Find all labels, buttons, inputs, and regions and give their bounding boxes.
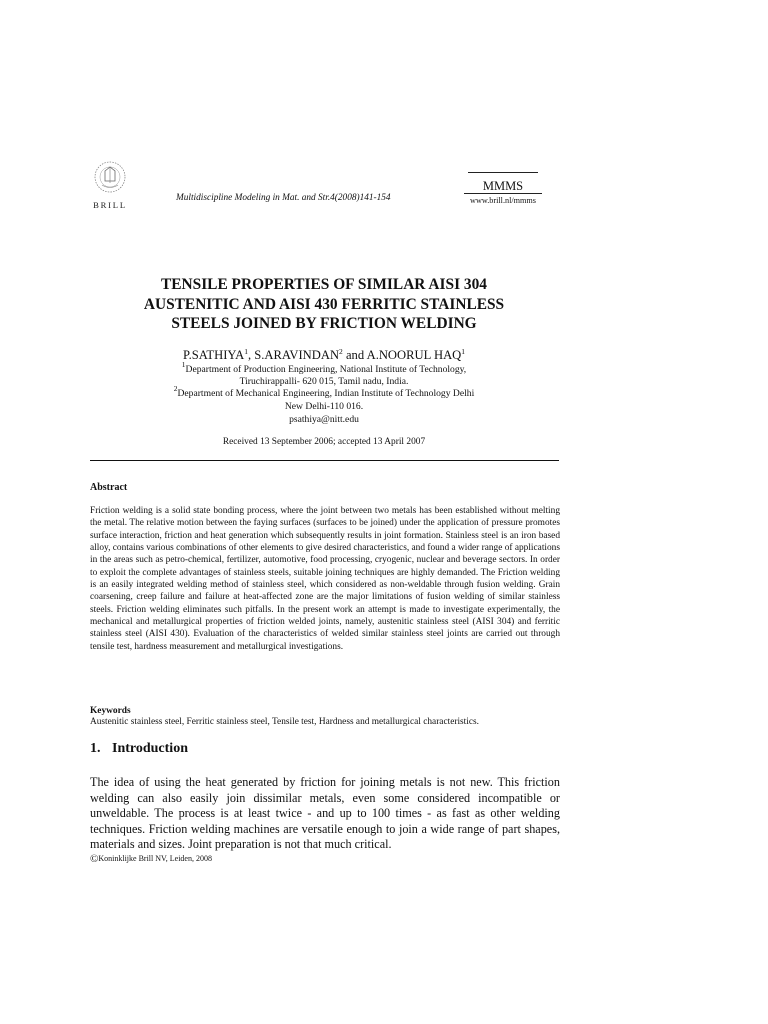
author-affiliation-mark: 1 [461, 347, 466, 356]
header-divider [90, 460, 559, 461]
title-line: TENSILE PROPERTIES OF SIMILAR AISI 304 [160, 276, 488, 293]
journal-url[interactable]: www.brill.nl/mmms [470, 196, 536, 205]
paper-title [90, 275, 558, 334]
journal-citation: Multidiscipline Modeling in Mat. and Str.4(2008)141-154 [176, 193, 391, 203]
mmms-bottom-rule [464, 193, 542, 194]
abstract-heading: Abstract [90, 482, 128, 493]
svg-text:BRILL: BRILL [93, 200, 127, 210]
section-title: Introduction [112, 741, 188, 756]
mmms-top-rule [468, 172, 538, 173]
author-separator: and [342, 348, 367, 362]
author-separator: , [247, 348, 255, 362]
author-name: S.ARAVINDAN [254, 348, 340, 362]
abstract-body: Friction welding is a solid state bonding process, where the joint between two metals has been established without melting the metal. The relative motion between the faying surfaces (surfaces to be joined) under the application of pressure promotes surface interaction, friction and heat generation which subsequently results in joint formation. Stainless steel is an iron based alloy, contains various combinations of other elements to give desired characteristics, and found a wider range of applications in the areas such as petro-chemical, fertilizer, automotive, food processing, cryogenic, nuclear and beverage sectors. In order to exploit the complete advantages of stainless steels, suitable joining techniques are highly demanded. The Friction welding is an easily integrated welding method of stainless steel, which considered as non-weldable through fusion welding. Grain coarsening, creep failure and failure at heat-affected zone are the major limitations of fusion welding of similar stainless steels. Friction welding eliminates such pitfalls. In the present work an attempt is made to investigate experimentally, the mechanical and metallurgical properties of friction welded joints, namely, austenitic stainless steel (AISI 304) and ferritic stainless steel (AISI 430). Evaluation of the characteristics of welded similar stainless steel joints are carried out through tensile test, hardness measurement and metallurgical investigations. [90, 506, 560, 652]
author-affiliation-mark: 1 [244, 347, 248, 356]
author-list [90, 348, 558, 363]
affiliation-mark: 1 [181, 360, 186, 369]
keywords-heading: Keywords [90, 706, 131, 716]
journal-abbrev: MMMS [482, 179, 524, 193]
title-line: STEELS JOINED BY FRICTION WELDING [171, 315, 477, 332]
keywords-body: Austenitic stainless steel, Ferritic stainless steel, Tensile test, Hardness and metallurgical characteristics. [90, 717, 479, 727]
brill-publisher-logo [78, 152, 142, 216]
introduction-body: The idea of using the heat generated by friction for joining metals is not new. This friction welding can also easily join dissimilar metals, even some considered incompatible or unweldable. The process is at least twice - and up to 100 times - as fast as other welding techniques. Friction welding machines are versatile enough to join a wide range of part shapes, materials and sizes. Joint preparation is not that much critical. [90, 775, 560, 852]
author-name: P.SATHIYA [182, 348, 245, 362]
author-name: A.NOORUL HAQ [366, 348, 462, 362]
title-line: AUSTENITIC AND AISI 430 FERRITIC STAINLESS [143, 295, 505, 313]
affiliation-mark: 2 [173, 384, 178, 393]
copyright-notice: ©Koninklijke Brill NV, Leiden, 2008 [90, 853, 212, 865]
affiliation-2-line2: New Delhi-110 016. [284, 401, 364, 412]
affiliation-1-line1: $^1$Department of Production Engineering, National Institute of Technology, [181, 360, 467, 375]
affiliation-2-line1: $^2$Department of Mechanical Engineering, Indian Institute of Technology Delhi [173, 384, 475, 399]
introduction-heading [90, 741, 188, 757]
affiliation-1-line2: Tiruchirappalli- 620 015, Tamil nadu, India. [239, 376, 409, 387]
copyright-symbol: © [90, 853, 99, 865]
section-number: 1. [90, 741, 101, 756]
author-email[interactable]: psathiya@nitt.edu [289, 414, 359, 425]
author-affiliation-mark: 2 [339, 347, 343, 356]
received-dates: Received 13 September 2006; accepted 13 April 2007 [222, 437, 426, 447]
